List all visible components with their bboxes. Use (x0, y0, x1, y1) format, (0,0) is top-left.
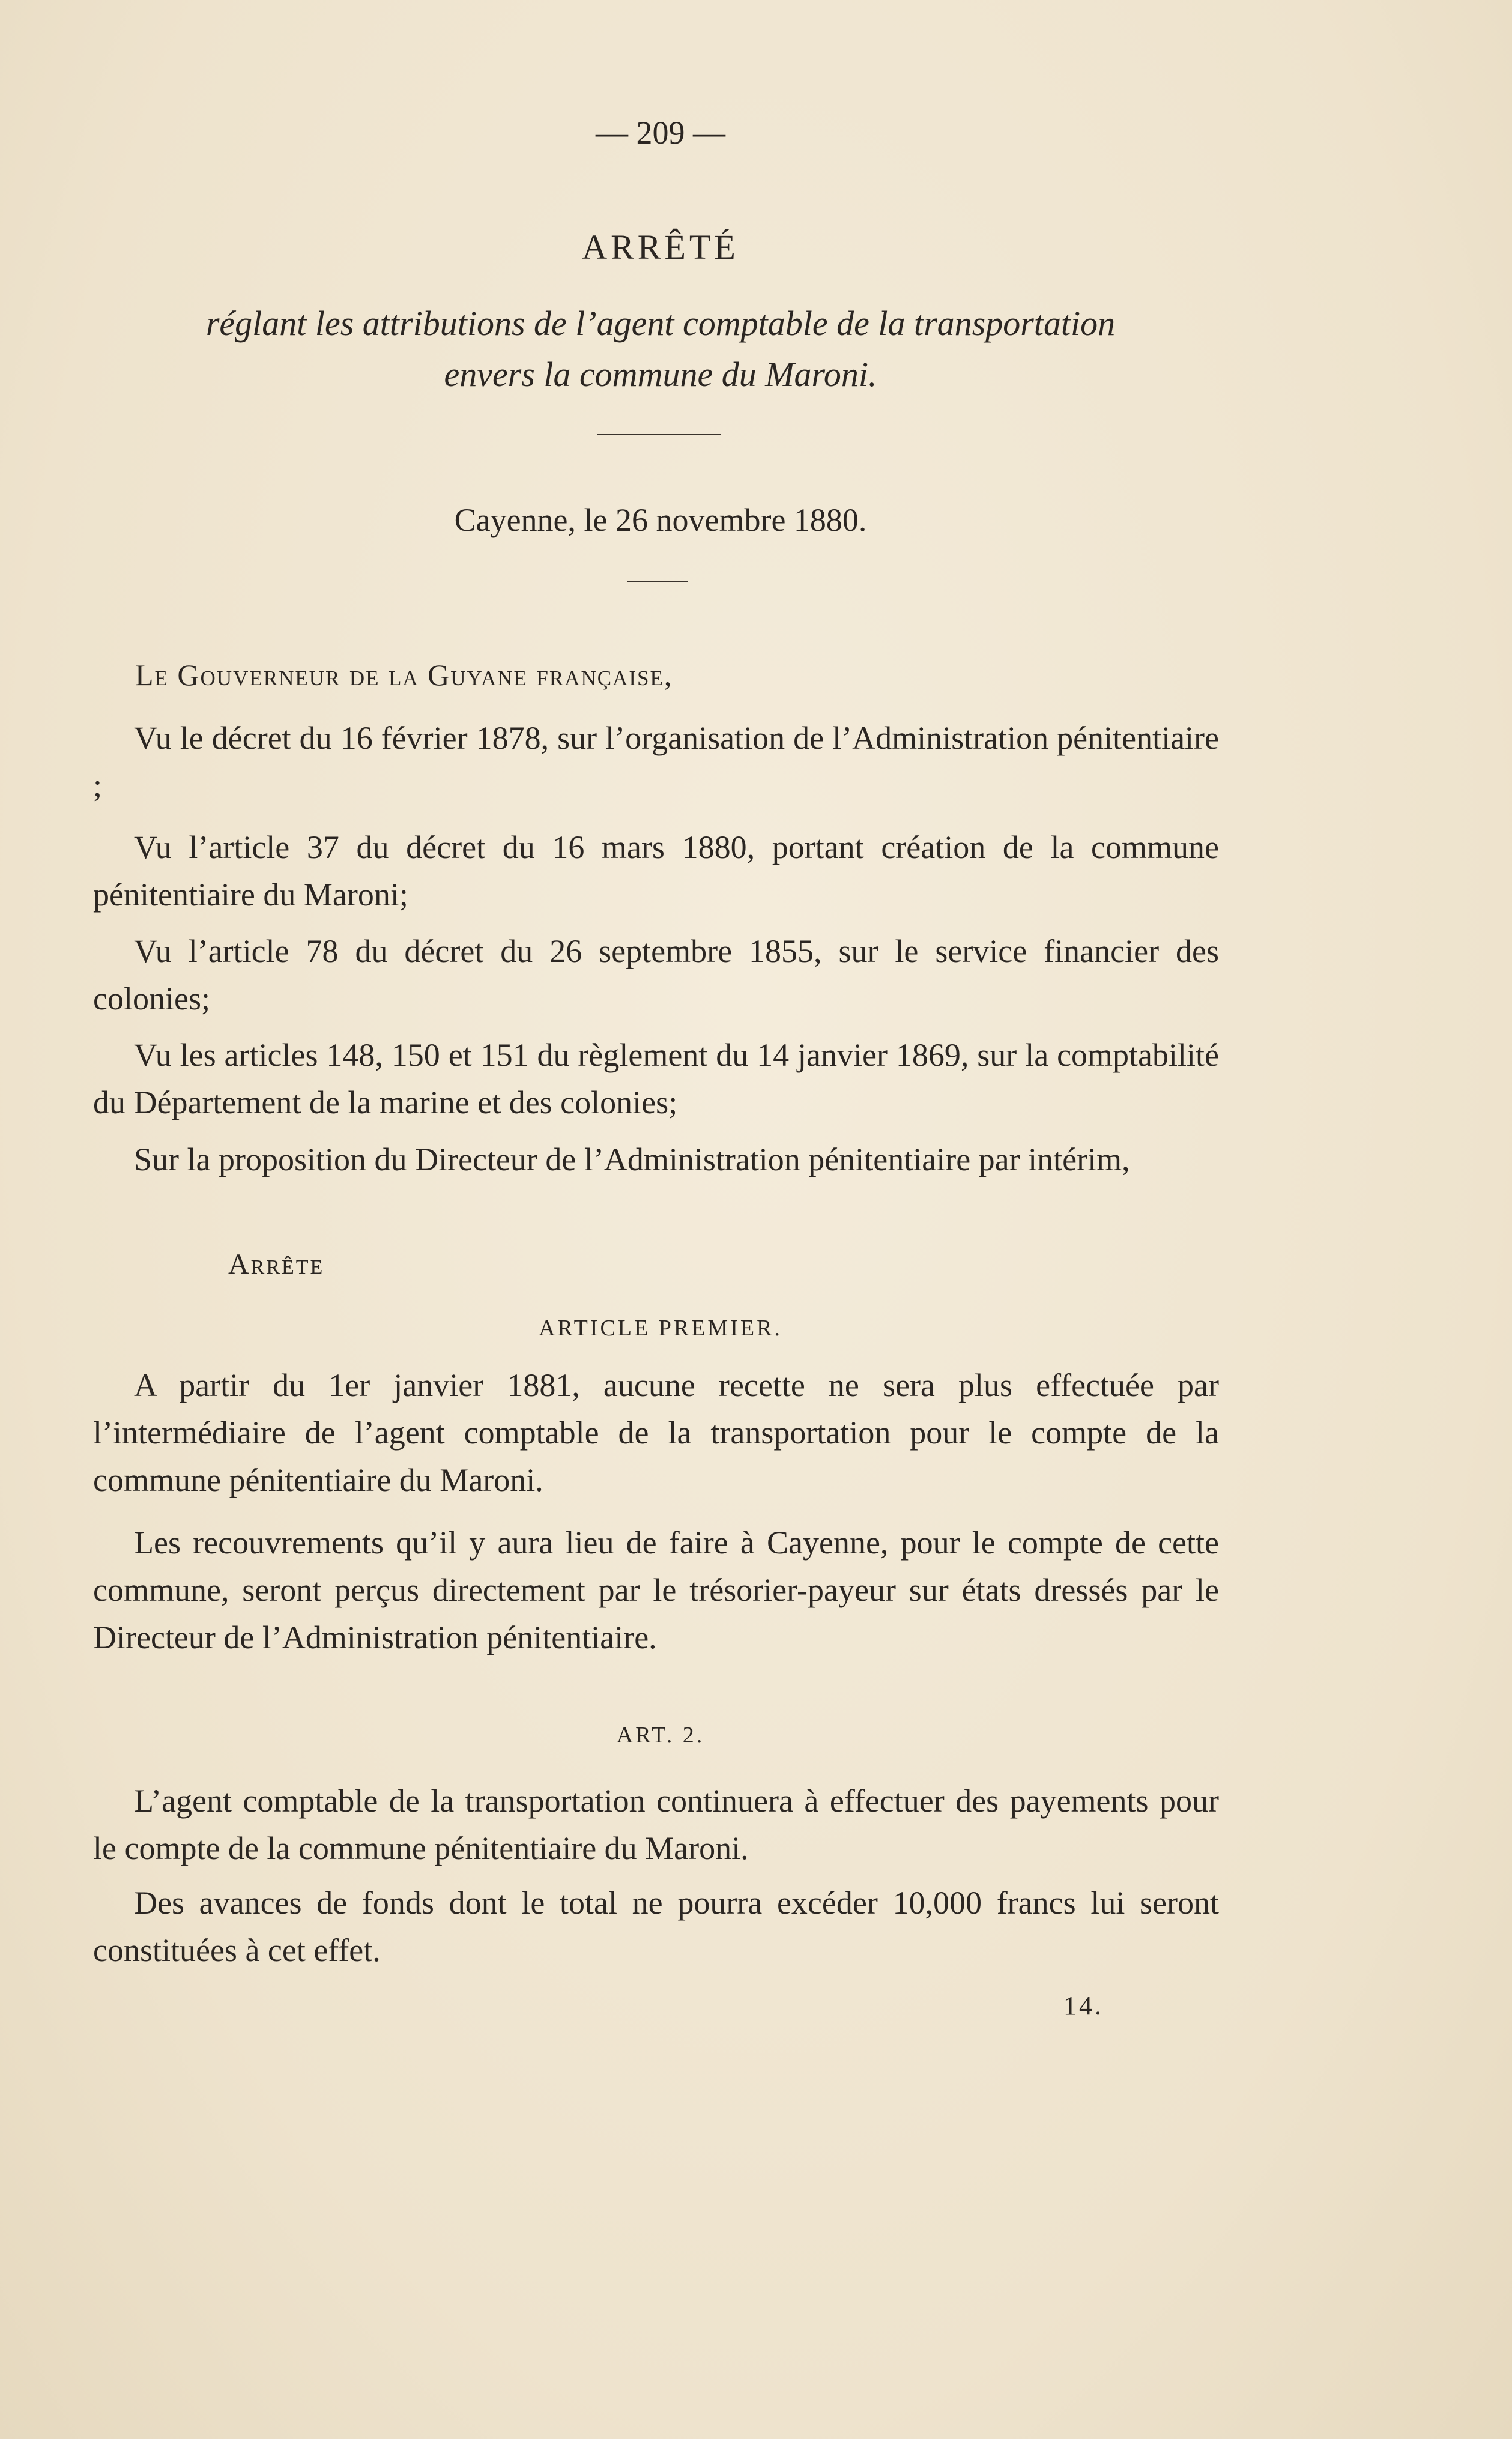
governor-line: Le Gouverneur de la Guyane française, (135, 658, 673, 692)
consideration-2: Vu l’article 37 du décret du 16 mars 1880, portant création de la commune pénitentiaire du Maroni; (93, 829, 1219, 913)
article-1-heading: ARTICLE PREMIER. (539, 1316, 782, 1341)
consideration-5: Sur la proposition du Directeur de l’Administration pénitentiaire par intérim, (134, 1141, 1130, 1177)
dateline: Cayenne, le 26 novembre 1880. (454, 502, 867, 538)
document-title: ARRÊTÉ (582, 228, 739, 267)
article-2-heading: ART. 2. (616, 1723, 705, 1748)
title-divider (597, 434, 721, 435)
signature-mark: 14. (1063, 1991, 1104, 2020)
consideration-4: Vu les articles 148, 150 et 151 du règlement du 14 janvier 1869, sur la comptabilité du Département de la marine et des colonies; (93, 1037, 1219, 1120)
consideration-1: Vu le décret du 16 février 1878, sur l’organisation de l’Administration pénitentiaire ; (93, 720, 1219, 803)
article-2-paragraph-2: Des avances de fonds dont le total ne pourra excéder 10,000 francs lui seront constituées à cet effet. (93, 1885, 1219, 1968)
article-2-paragraph-1: L’agent comptable de la transportation continuera à effectuer des payements pour le compte de la commune pénitentiaire du Maroni. (93, 1783, 1219, 1866)
arrete-label: Arrête (228, 1248, 325, 1280)
consideration-3: Vu l’article 78 du décret du 26 septembre 1855, sur le service financier des colonies; (93, 933, 1219, 1017)
date-divider (627, 581, 688, 582)
page-number: — 209 — (596, 115, 725, 151)
article-1-paragraph-2: Les recouvrements qu’il y aura lieu de faire à Cayenne, pour le compte de cette commune, seront perçus directement par le trésorier-payeur sur états dressés par le Directeur de l’Administration pénitentiaire. (93, 1525, 1219, 1655)
article-1-paragraph-1: A partir du 1er janvier 1881, aucune recette ne sera plus effectuée par l’intermédiaire de l’agent comptable de la transportation pour le compte de la commune pénitentiaire du Maroni. (93, 1367, 1219, 1498)
subtitle-line-2: envers la commune du Maroni. (444, 355, 877, 394)
subtitle-line-1: réglant les attributions de l’agent comptable de la transportation (205, 304, 1116, 343)
